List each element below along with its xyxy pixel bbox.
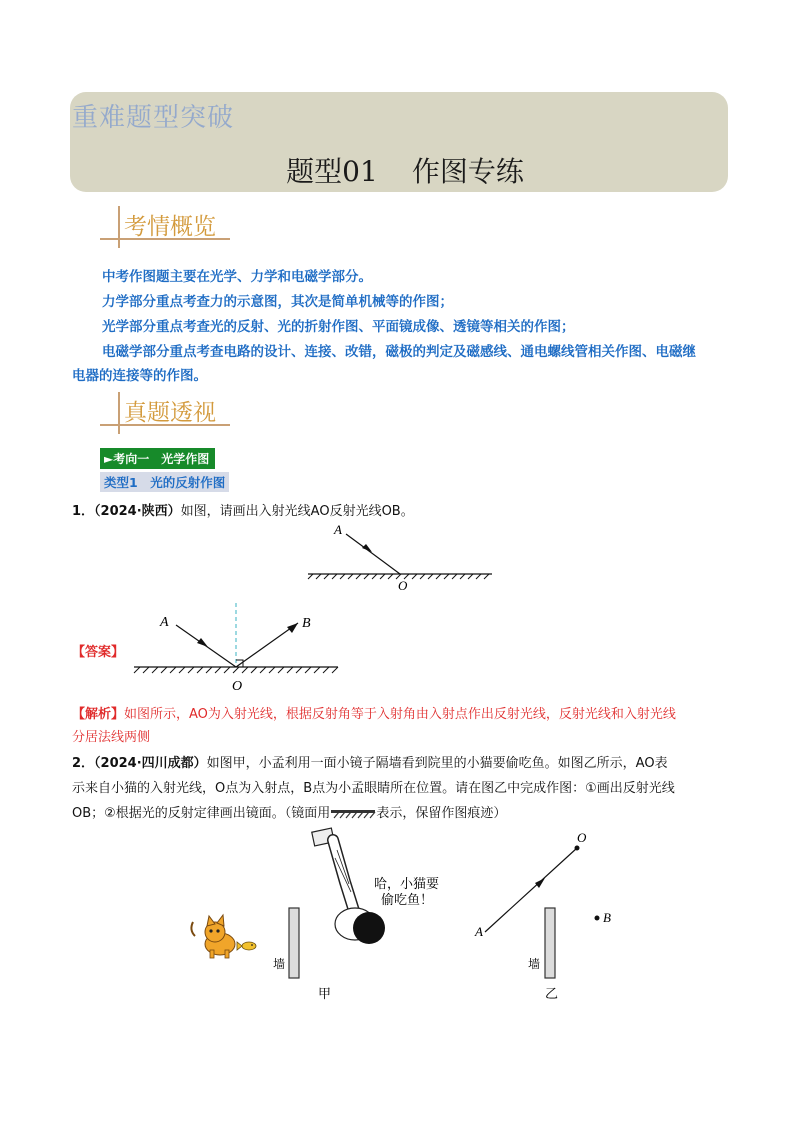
answer-label: 【答案】 — [72, 645, 125, 660]
label-a: A — [475, 924, 483, 939]
label-b: B — [603, 910, 611, 925]
overview-line-2: 力学部分重点考查力的示意图，其次是简单机械等的作图； — [102, 294, 453, 310]
analysis-line-1: 【解析】如图所示，AO为入射光线，根据反射角等于入射角由入射点作出反射光线，反射光线和入射光线 — [72, 707, 676, 722]
question-source: （2024·陕西） — [94, 504, 181, 519]
label-o: O — [398, 578, 408, 593]
section-heading-overview — [100, 206, 230, 250]
label-b: B — [302, 616, 311, 631]
question-number: 1． — [72, 504, 95, 519]
speech-line-2: 偷吃鱼！ — [381, 892, 434, 907]
overview-line-4: 电磁学部分重点考查电路的设计、连接、改错，磁极的判定及磁感线、通电螺线管相关作图、电磁继 — [102, 344, 696, 360]
wall-label: 墙 — [528, 957, 541, 971]
answer-figure — [128, 600, 343, 695]
section-title: 真题透视 — [124, 400, 216, 426]
figure-label-yi: 乙 — [545, 986, 559, 1001]
speech-line-1: 哈，小猫要 — [374, 876, 440, 891]
divider — [118, 206, 120, 248]
label-a: A — [334, 522, 342, 537]
cat-icon — [191, 915, 235, 958]
wall-label: 墙 — [273, 957, 286, 971]
figure-label-jia: 甲 — [318, 986, 332, 1001]
divider — [118, 392, 120, 434]
label-o: O — [232, 679, 243, 694]
question-text: 如图，请画出入射光线AO反射光线OB。 — [180, 504, 414, 519]
banner-kicker: 重难题型突破 — [72, 103, 235, 133]
wall — [545, 908, 555, 978]
direction-tag: ►考向一 光学作图 — [100, 448, 215, 469]
section-heading-real — [100, 392, 230, 436]
q1-figure — [300, 515, 500, 595]
overview-line-1: 中考作图题主要在光学、力学和电磁学部分。 — [102, 269, 372, 285]
type-tag: 类型1 光的反射作图 — [100, 472, 229, 492]
title-number: 题型01 — [286, 155, 378, 188]
figure-yi — [465, 822, 625, 1002]
fish-icon — [237, 942, 256, 950]
label-a: A — [160, 615, 169, 630]
analysis-line-2: 分居法线两侧 — [72, 730, 151, 745]
wall — [289, 908, 299, 978]
title-name: 作图专练 — [411, 155, 524, 188]
mirror-symbol-icon — [330, 809, 376, 819]
figure-jia — [185, 822, 455, 1002]
question-2-line-2: 示来自小猫的入射光线，O点为入射点，B点为小孟眼睛所在位置。请在图乙中完成作图：①画出反射光线 — [72, 781, 675, 796]
section-title: 考情概览 — [124, 214, 216, 240]
question-source: （2024·四川成都） — [94, 756, 207, 771]
question-number: 2． — [72, 756, 95, 771]
page-title — [0, 150, 800, 190]
label-o: O — [577, 830, 587, 845]
question-2-line-1: 2．（2024·四川成都）如图甲，小孟利用一面小镜子隔墙看到院里的小猫要偷吃鱼。如图乙所示，AO表 — [72, 756, 668, 771]
overview-line-3: 光学部分重点考查光的反射、光的折射作图、平面镜成像、透镜等相关的作图； — [102, 319, 575, 335]
overview-line-5: 电器的连接等的作图。 — [72, 368, 207, 384]
question-2-line-3: OB；②根据光的反射定律画出镜面。（镜面用 表示，保留作图痕迹） — [72, 806, 507, 821]
